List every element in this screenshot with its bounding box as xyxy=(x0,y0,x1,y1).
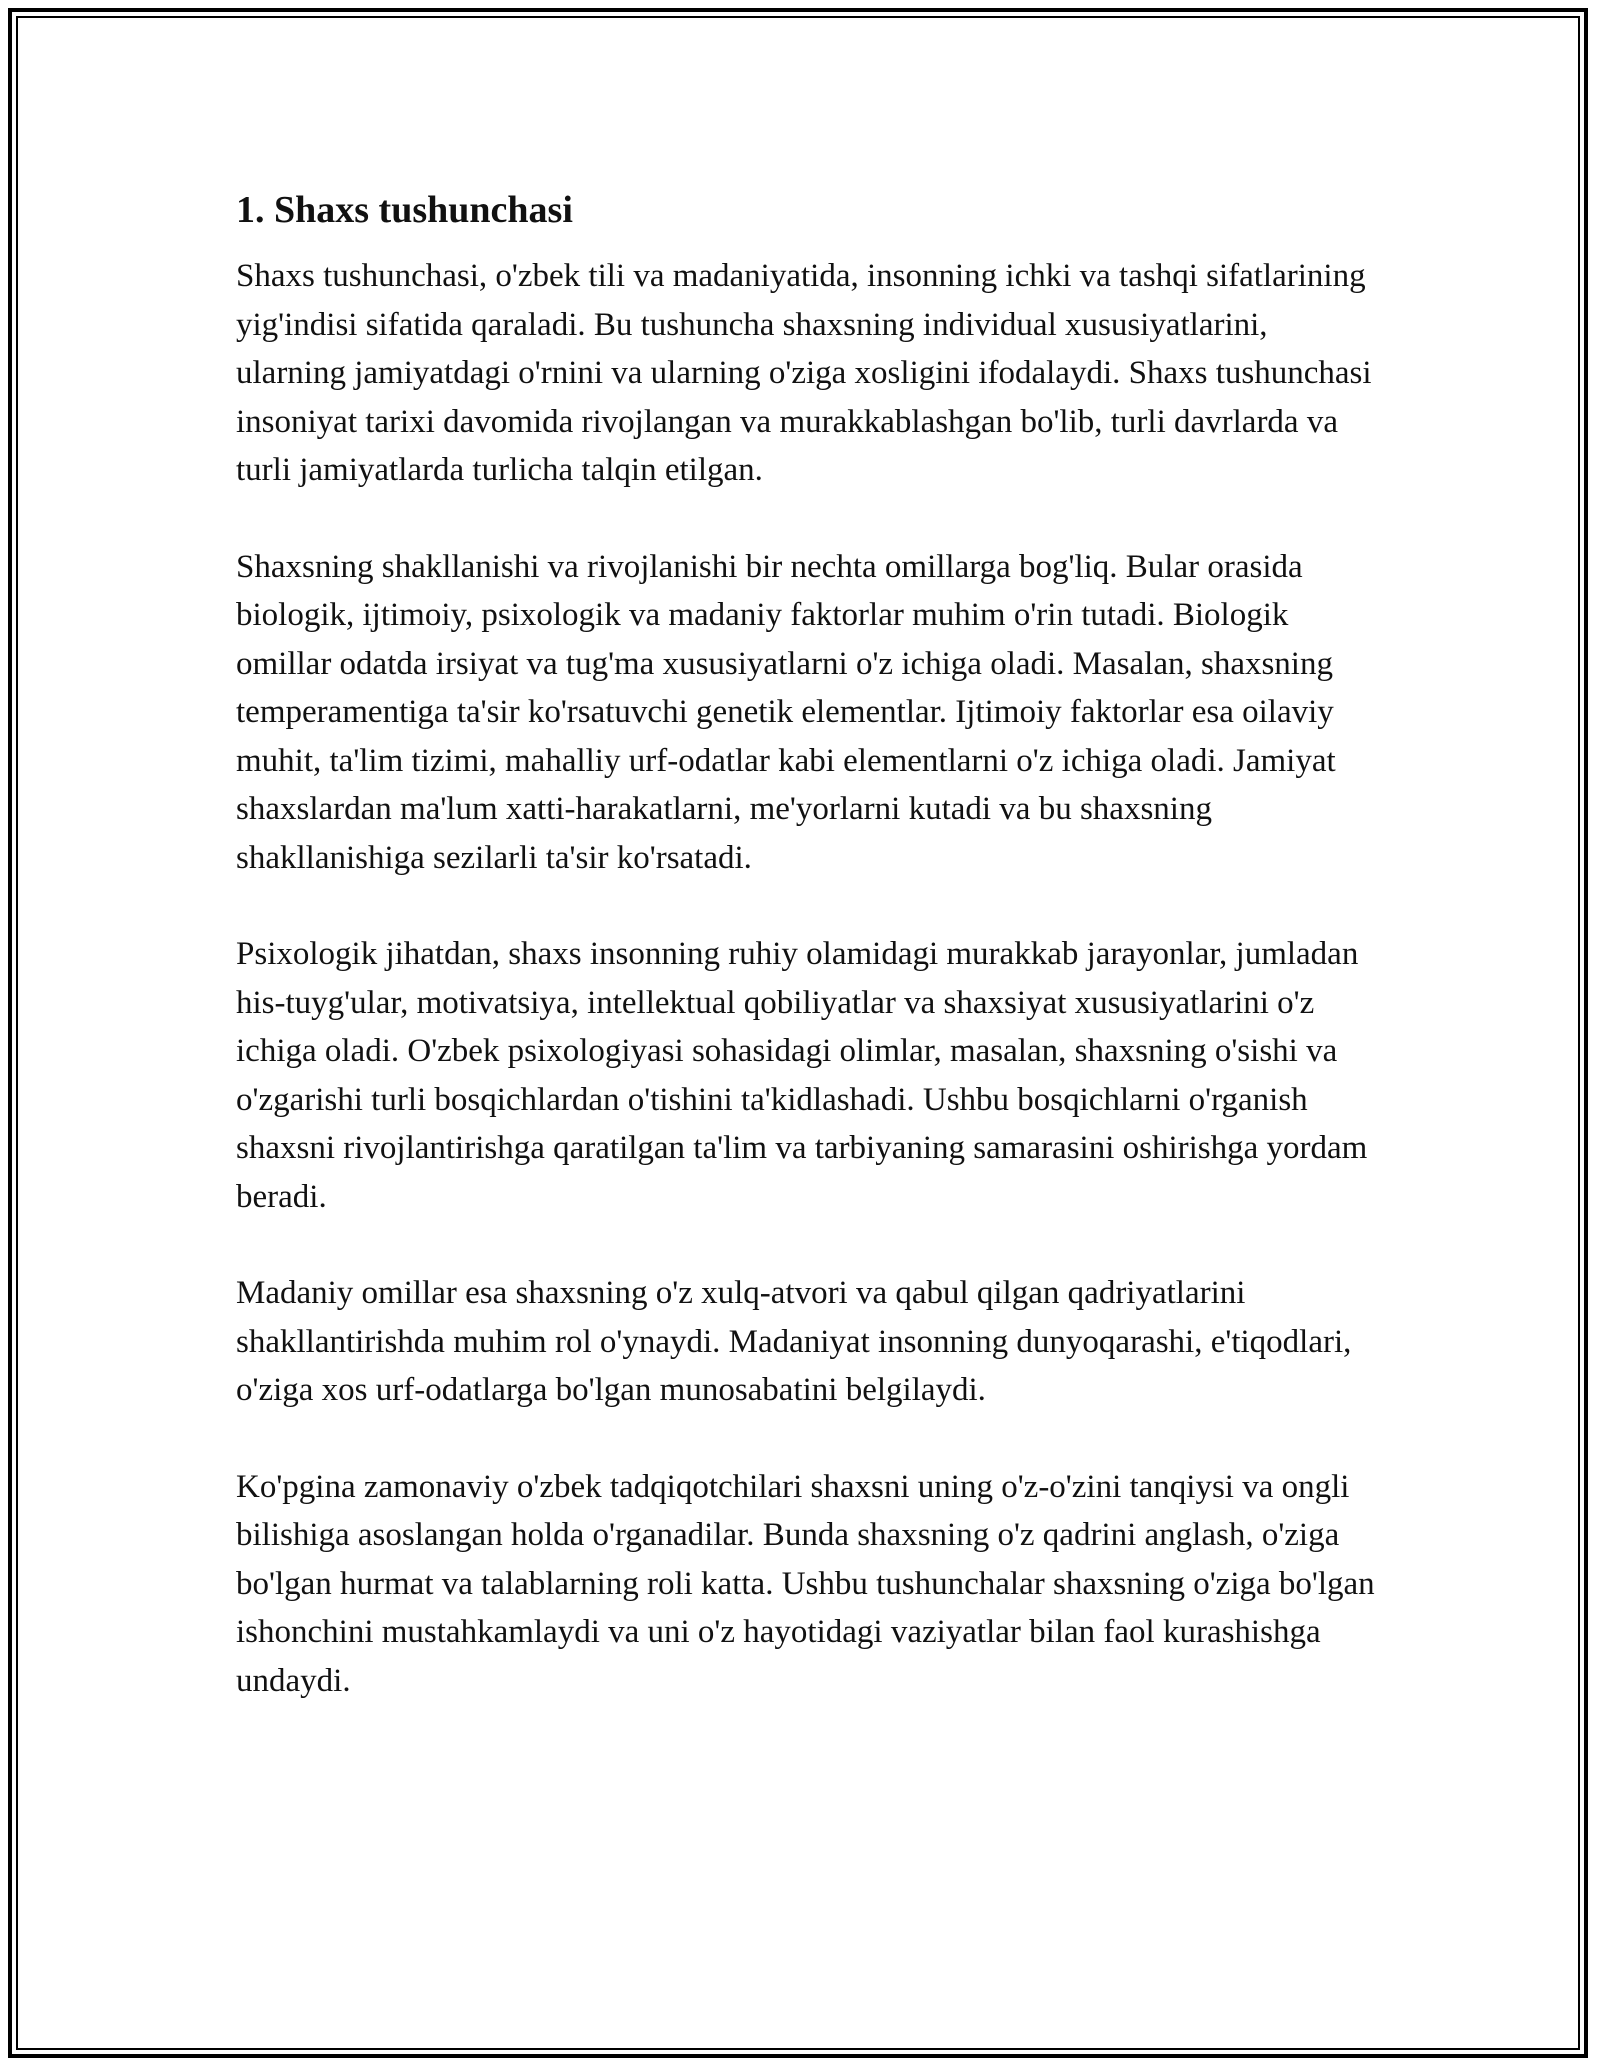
paragraph-1: Shaxs tushunchasi, o'zbek tili va madaniyatida, insonning ichki va tashqi sifatlarining yig'indisi sifatida qaraladi. Bu tushuncha shaxsning individual xususiyatlarini, ularning jamiyatdagi o'rnini va ularning o'ziga xosligini ifodalaydi. Shaxs tushunchasi insoniyat tarixi davomida rivojlangan va murakkablashgan bo'lib, turli davrlarda va turli jamiyatlarda turlicha talqin etilgan. xyxy=(236,258,1372,488)
paragraph-4: Madaniy omillar esa shaxsning o'z xulq-atvori va qabul qilgan qadriyatlarini shakllantirishda muhim rol o'ynaydi. Madaniyat insonning dunyoqarashi, e'tiqodlari, o'ziga xos urf-odatlarga bo'lgan munosabatini belgilaydi. xyxy=(236,1275,1352,1408)
paragraph-3: Psixologik jihatdan, shaxs insonning ruhiy olamidagi murakkab jarayonlar, jumladan his-tuyg'ular, motivatsiya, intellektual qobiliyatlar va shaxsiyat xususiyatlarini o'z ichiga oladi. O'zbek psixologiyasi sohasidagi olimlar, masalan, shaxsning o'sishi va o'zgarishi turli bosqichlardan o'tishini ta'kidlashadi. Ushbu bosqichlarni o'rganish shaxsni rivojlantirishga qaratilgan ta'lim va tarbiyaning samarasini oshirishga yordam beradi. xyxy=(236,936,1368,1215)
document-body xyxy=(236,186,1376,1753)
section-heading: 1. Shaxs tushunchasi xyxy=(236,189,573,231)
paragraph-2: Shaxsning shakllanishi va rivojlanishi bir nechta omillarga bog'liq. Bular orasida biologik, ijtimoiy, psixologik va madaniy faktorlar muhim o'rin tutadi. Biologik omillar odatda irsiyat va tug'ma xususiyatlarni o'z ichiga oladi. Masalan, shaxsning temperamentiga ta'sir ko'rsatuvchi genetik elementlar. Ijtimoiy faktorlar esa oilaviy muhit, ta'lim tizimi, mahalliy urf-odatlar kabi elementlarni o'z ichiga oladi. Jamiyat shaxslardan ma'lum xatti-harakatlarni, me'yorlarni kutadi va bu shaxsning shakllanishiga sezilarli ta'sir ko'rsatadi. xyxy=(236,548,1336,876)
paragraph-5: Ko'pgina zamonaviy o'zbek tadqiqotchilari shaxsni uning o'z-o'zini tanqiysi va ongli bilishiga asoslangan holda o'rganadilar. Bunda shaxsning o'z qadrini anglash, o'ziga bo'lgan hurmat va talablarning roli katta. Ushbu tushunchalar shaxsning o'ziga bo'lgan ishonchini mustahkamlaydi va uni o'z hayotidagi vaziyatlar bilan faol kurashishga undaydi. xyxy=(236,1468,1375,1699)
